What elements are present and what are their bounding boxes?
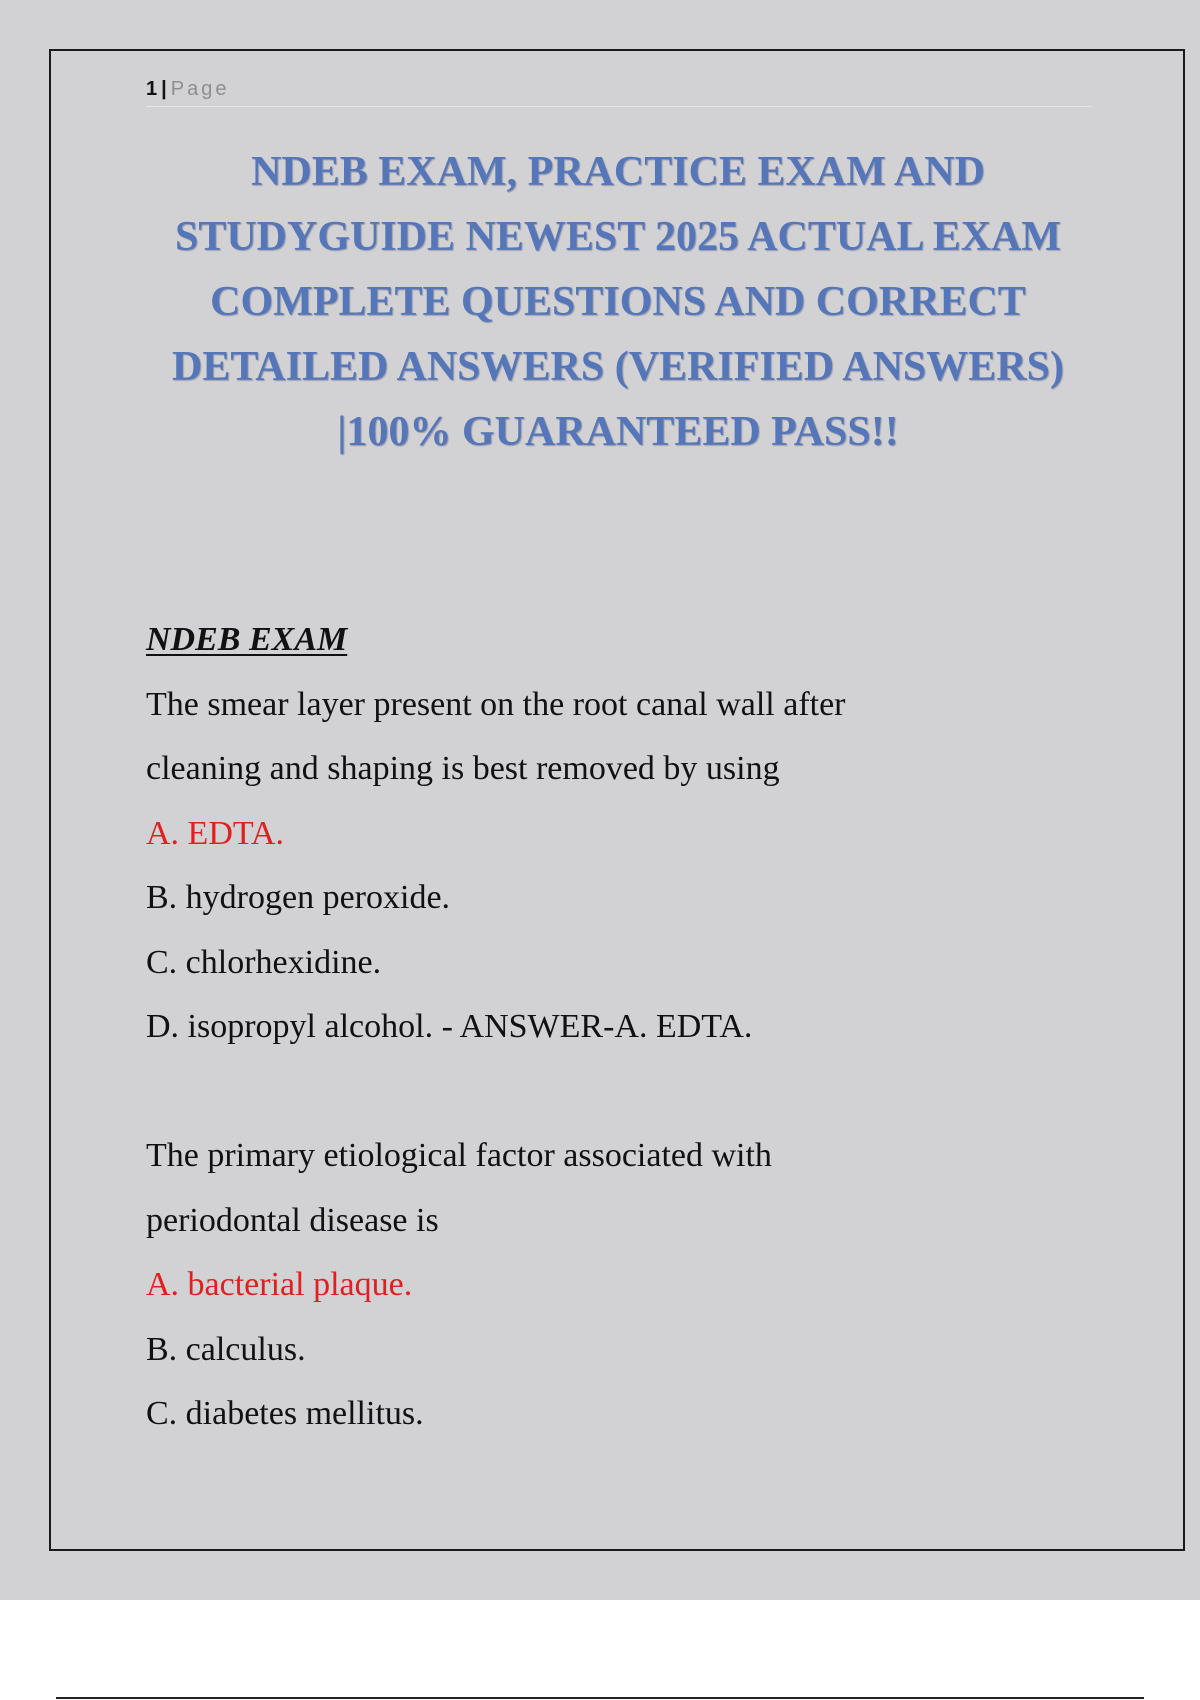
answer-option: C. chlorhexidine. [146,943,382,981]
answer-option-correct: A. bacterial plaque. [146,1266,413,1303]
title-line: |100% GUARANTEED PASS!! [337,409,899,455]
title-line: NDEB EXAM, PRACTICE EXAM AND [251,149,985,195]
question-stem-line: The smear layer present on the root canal wall after [146,685,846,723]
question-stem-line: cleaning and shaping is best removed by using [146,750,780,787]
answer-option: D. isopropyl alcohol. - ANSWER-A. EDTA. [146,1008,753,1045]
title-line: STUDYGUIDE NEWEST 2025 ACTUAL EXAM [174,214,1062,260]
bottom-divider [56,1697,1144,1699]
question-spacer [146,1060,1106,1125]
section-heading-row [146,608,1106,673]
document-title [120,140,1116,465]
question-stem-line: The primary etiological factor associated with [146,1137,772,1174]
section-heading: NDEB EXAM [146,621,348,658]
answer-option: C. diabetes mellitus. [146,1395,424,1432]
answer-option: B. calculus. [146,1330,306,1368]
question-stem-line: periodontal disease is [146,1201,439,1239]
page-number: 1 [146,78,158,100]
page-header [146,72,1092,107]
title-line: COMPLETE QUESTIONS AND CORRECT [210,279,1026,325]
answer-option-correct: A. EDTA. [146,814,284,852]
answer-option: B. hydrogen peroxide. [146,879,451,916]
question-1 [146,673,1106,1060]
question-2 [146,1124,1106,1447]
title-line: DETAILED ANSWERS (VERIFIED ANSWERS) [172,344,1064,390]
document-body [146,608,1106,1447]
page-label: Page [170,78,230,100]
page-separator: | [161,78,167,100]
